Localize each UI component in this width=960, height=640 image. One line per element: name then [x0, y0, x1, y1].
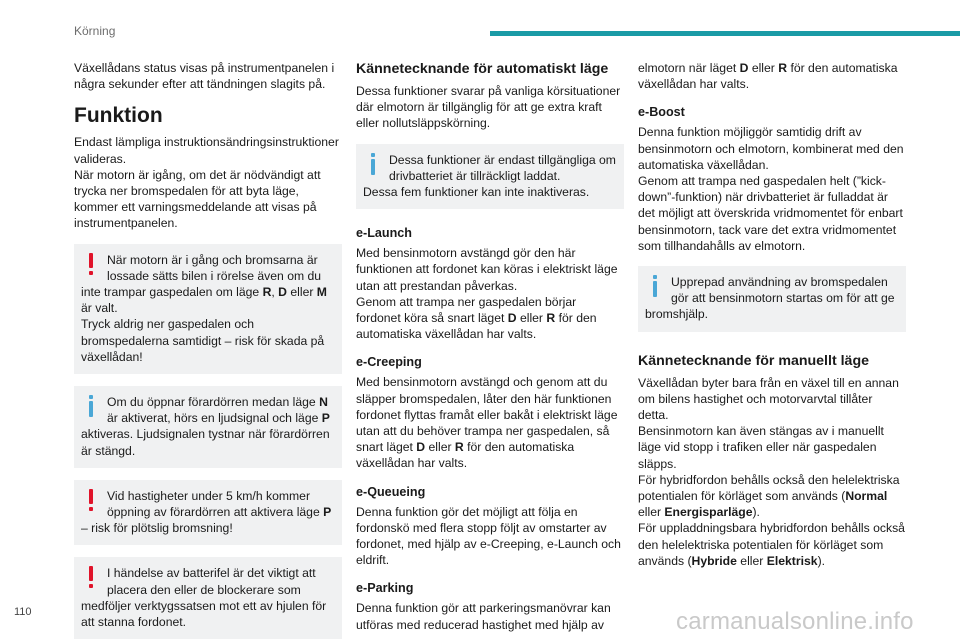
warning-icon [81, 564, 103, 588]
funktion-body: Endast lämpliga instruktionsändringsinstruktioner valideras. När motorn är igång, om det är nödvändigt att trycka ner bromspedalen för att byta läge, kommer ett varningsmeddelande att visas på instrumentpanelen. [74, 135, 339, 231]
section-heading-automatic-mode: Kännetecknande för automatiskt läge [356, 61, 609, 77]
e-launch-body: Med bensinmotorn avstängd gör den här funktionen att fordonet kan köras i elektriskt läge utan att prestandan påverkas. Genom att trampa ner gaspedalen börjar fordonet köra så snart läget D eller R för den automatiska växellådan har valts. [356, 246, 618, 342]
header-accent-bar [490, 31, 960, 36]
e-queueing-body: Denna funktion gör det möjligt att följa en fordonskö med flera stopp följt av omstarter av fordonet, med hjälp av e-Creeping, e-Launch och eldrift. [356, 504, 621, 568]
info-box-brake-assist: Upprepad användning av bromspedalen gör att bensinmotorn startas om för att ge bromshjälp. [638, 266, 906, 332]
subheading-e-launch: e-Launch [356, 226, 412, 241]
column-3 [638, 60, 906, 581]
subheading-e-parking: e-Parking [356, 581, 414, 596]
warning-box-brakes: När motorn är i gång och bromsarna är lossade sätts bilen i rörelse även om du inte trampar gaspedalen om läge R, D eller M är valt. Tryck aldrig ner gaspedalen och bromspedalerna samtidigt – risk för skada på växellådan! [74, 244, 342, 374]
e-parking-continued: elmotorn när läget D eller R för den automatiska växellådan har valts. [638, 61, 898, 92]
watermark: carmanualsonline.info [676, 608, 914, 635]
column-1 [74, 60, 342, 640]
manual-mode-body: Växellådan byter bara från en växel till en annan om bilens hastighet och motorvarvtal tillåter detta. Bensinmotorn kan även stängas av i manuellt läge vid stopp i trafiken eller när gaspedalen släpps. För hybridfordon behålls också den helelektriska potentialen för körläget som används (Normal eller Energisparläge). För uppladdningsbara hybridfordon behålls också den helelektriska potentialen för körläget som används (Hybride eller Elektrisk). [638, 375, 905, 568]
automatic-mode-intro: Dessa funktioner svarar på vanliga körsituationer där elmotorn är tillgänglig för att ge extra kraft eller nollutsläppskörning. [356, 84, 621, 131]
subheading-e-queueing: e-Queueing [356, 484, 426, 499]
section-heading-funktion: Funktion [74, 104, 163, 128]
warning-icon [81, 487, 103, 511]
e-parking-body: Denna funktion gör att parkeringsmanövrar kan utföras med reducerad hastighet med hjälp av [356, 601, 611, 632]
section-heading-manual-mode: Kännetecknande för manuellt läge [638, 352, 869, 369]
warning-box-battery-failure: I händelse av batterifel är det viktigt att placera den eller de blockerare som medföljer verktygssatsen mot ett av hjulen för att stanna fordonet. [74, 557, 342, 639]
column-2 [356, 60, 624, 640]
warning-icon [81, 251, 103, 275]
running-header: Körning [74, 24, 116, 38]
page-number: 110 [14, 606, 32, 618]
intro-paragraph: Växellådans status visas på instrumentpanelen i några sekunder efter att tändningen slagits på. [74, 61, 335, 92]
info-icon [363, 151, 385, 175]
e-creeping-body: Med bensinmotorn avstängd och genom att du släpper bromspedalen, låter den här funktionen fordonet flyttas framåt eller bakåt i elektriskt läge utan att du behöver trampa ner gaspedalen, så snart läget D eller R för den automatiska växellådan har valts. [356, 375, 618, 471]
subheading-e-creeping: e-Creeping [356, 355, 422, 370]
e-boost-body: Denna funktion möjliggör samtidig drift av bensinmotorn och elmotorn, kombinerat med den automatiska växellådan. Genom att trampa ned gaspedalen helt (”kick-down”-funktion) när drivbatteriet är fulladdat är det möjligt att överskrida vridmomentet för enbart bensinmotorn, tack vare det extra vridmomentet som tillhandahålls av elmotorn. [638, 125, 904, 253]
warning-box-low-speed: Vid hastigheter under 5 km/h kommer öppning av förardörren att aktivera läge P – risk för plötslig bromsning! [74, 480, 342, 546]
info-icon [81, 393, 103, 417]
info-box-driver-door: Om du öppnar förardörren medan läge N är aktiverat, hörs en ljudsignal och läge P aktiveras. Ljudsignalen tystnar när förardörren är stängd. [74, 386, 342, 468]
info-icon [645, 273, 667, 297]
subheading-e-boost: e-Boost [638, 105, 685, 120]
info-box-battery-charge: Dessa funktioner är endast tillgängliga om drivbatteriet är tillräckligt laddat. Dessa fem funktioner kan inte inaktiveras. [356, 144, 624, 210]
